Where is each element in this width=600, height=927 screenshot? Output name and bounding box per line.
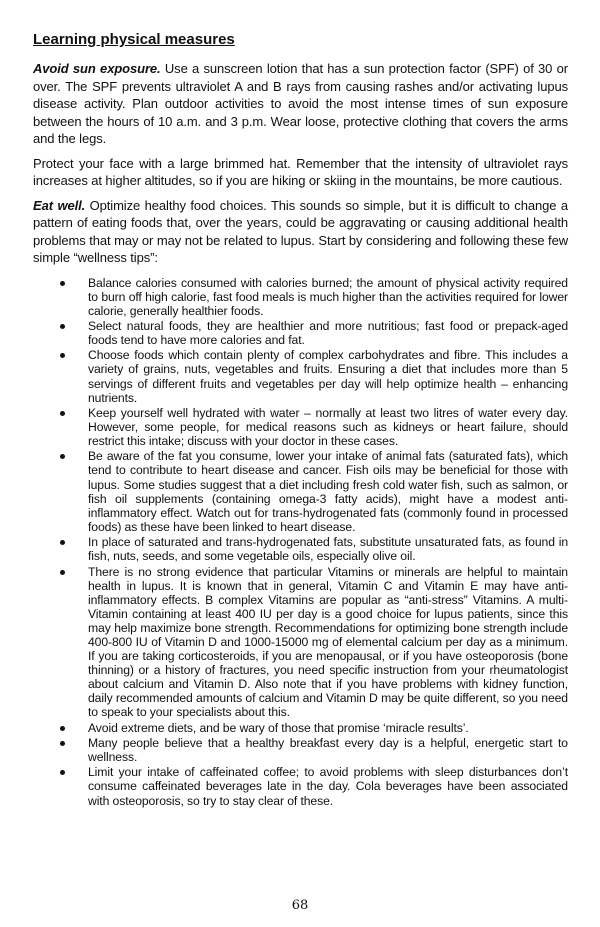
tip-text: In place of saturated and trans-hydrogenated fats, substitute unsaturated fats, as found in fish, nuts, seeds, and some vegetable oils, especially olive oil. bbox=[88, 535, 568, 564]
list-item bbox=[33, 276, 568, 318]
document-page bbox=[33, 30, 568, 809]
bullet-icon bbox=[60, 324, 65, 329]
bullet-icon bbox=[60, 411, 65, 416]
list-item bbox=[33, 319, 568, 347]
tip-text: Many people believe that a healthy breakfast every day is a helpful, energetic start to wellness. bbox=[88, 736, 568, 765]
tip-text: Balance calories consumed with calories burned; the amount of physical activity required to burn off high calorie, fast food meals is much higher than the activities required for lower calorie, generally healthier foods. bbox=[88, 275, 568, 318]
tip-text: Limit your intake of caffeinated coffee; to avoid problems with sleep disturbances don’t consume caffeinated beverages late in the day. Cola beverages have been associated with osteoporosis, so try to stay clear of these. bbox=[88, 765, 568, 808]
paragraph-text: Protect your face with a large brimmed hat. Remember that the intensity of ultraviolet rays increases at higher altitudes, so if you are hiking or skiing in the mountains, be more cautious. bbox=[33, 155, 568, 188]
list-item bbox=[33, 721, 568, 735]
bullet-icon bbox=[60, 353, 65, 358]
bullet-icon bbox=[60, 770, 65, 775]
bullet-icon bbox=[60, 741, 65, 746]
bullet-icon bbox=[60, 726, 65, 731]
lead-phrase: Eat well. bbox=[33, 197, 86, 213]
list-item bbox=[33, 535, 568, 563]
section-heading: Learning physical measures bbox=[33, 31, 235, 48]
page-number: 68 bbox=[291, 898, 309, 913]
tip-text: Select natural foods, they are healthier and more nutritious; fast food or prepack-aged foods tend to have more calories and fat. bbox=[88, 318, 568, 348]
list-item bbox=[33, 736, 568, 764]
tip-text: Keep yourself well hydrated with water – normally at least two litres of water every day. However, some people, for medical reasons such as kidneys or heart failure, should restrict this intake; discuss with your doctor in these cases. bbox=[88, 405, 568, 449]
list-item bbox=[33, 449, 568, 534]
list-item bbox=[33, 565, 568, 720]
tip-text: Be aware of the fat you consume, lower your intake of animal fats (saturated fats), which tend to contribute to heart disease and cancer. Fish oils may be beneficial for those with lupus. Some studies suggest that a diet including fresh cold water fish, such as salmon, or fish oil supplements (containing omega-3 fatty acids), might have a modest anti-inflammatory effect. Watch out for trans-hydrogenated fats (commonly found in processed foods) as these have been linked to heart disease. bbox=[88, 449, 568, 534]
paragraph-text: Optimize healthy food choices. This sounds so simple, but it is difficult to change a pattern of eating foods that, over the years, could be aggravating or causing additional health problems that may or may not be related to lupus. Start by considering and following these few simple “wellness tips”: bbox=[33, 197, 568, 265]
tip-text: Choose foods which contain plenty of complex carbohydrates and fibre. This includes a variety of grains, nuts, vegetables and fruits. Ensuring a diet that includes more than 5 servings of different fruits and vegetables per day will help optimize health – enhancing nutrients. bbox=[88, 348, 568, 405]
bullet-icon bbox=[60, 570, 65, 575]
paragraph-hat bbox=[33, 155, 568, 190]
tip-text: There is no strong evidence that particular Vitamins or minerals are helpful to maintain health in lupus. It is known that in general, Vitamin C and Vitamin E may have anti-inflammatory effects. B complex Vitamins are popular as “anti-stress” Vitamins. A multi-Vitamin containing at least 400 IU per day is a good choice for lupus patients, since this may help maximize bone strength. Recommendations for optimizing bone strength include 400-800 IU of Vitamin D and 1000-15000 mg of elemental calcium per day as a minimum. If you are taking corticosteroids, if you are menopausal, or if you have osteoporosis (bone thinning) or a history of fractures, you need specific instruction from your rheumatologist about calcium and Vitamin D. Also note that if you have problems with kidney function, daily recommended amounts of calcium and Vitamin D may be quite different, so you need to speak to your specialists about this. bbox=[88, 564, 568, 720]
list-item bbox=[33, 348, 568, 404]
wellness-tips-list bbox=[33, 276, 568, 808]
lead-phrase: Avoid sun exposure. bbox=[33, 61, 161, 76]
bullet-icon bbox=[60, 540, 65, 545]
tip-text: Avoid extreme diets, and be wary of those that promise ‘miracle results’. bbox=[88, 720, 469, 735]
paragraph-eat-well bbox=[33, 197, 568, 267]
paragraph-sun-exposure bbox=[33, 60, 568, 148]
bullet-icon bbox=[60, 454, 65, 459]
list-item bbox=[33, 765, 568, 807]
paragraph-text: Use a sunscreen lotion that has a sun protection factor (SPF) of 30 or over. The SPF prevents ultraviolet A and B rays from causing rashes and/or activating lupus disease activity. Plan outdoor activities to avoid the most intense times of sun exposure between the hours of 10 a.m. and 3 p.m. Wear loose, protective clothing that covers the arms and the legs. bbox=[33, 61, 568, 146]
bullet-icon bbox=[60, 281, 65, 286]
list-item bbox=[33, 406, 568, 448]
